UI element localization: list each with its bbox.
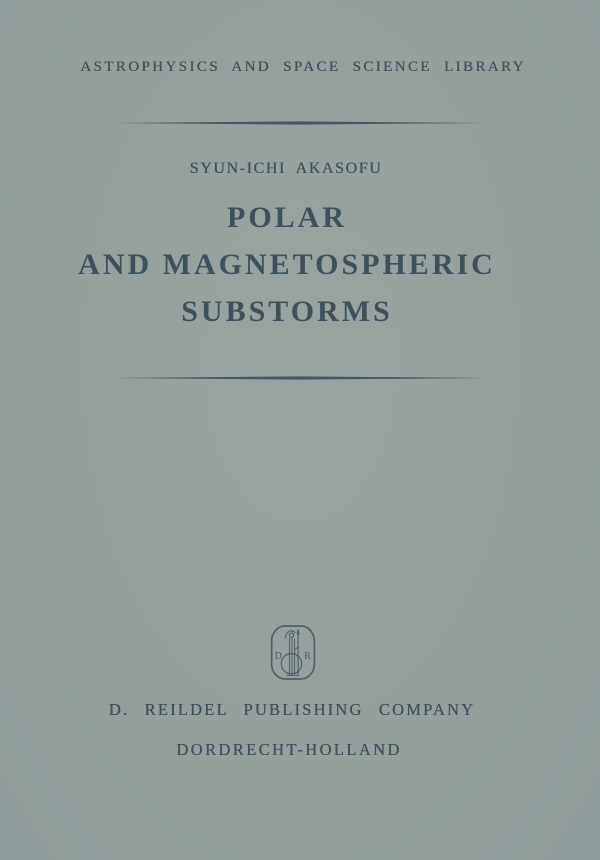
logo-letter-d: D xyxy=(274,651,283,663)
publisher-name: D. REILDEL PUBLISHING COMPANY xyxy=(108,700,476,719)
title-line-3: SUBSTORMS xyxy=(181,295,393,328)
author-name: SYUN-ICHI AKASOFU xyxy=(189,160,383,177)
logo-letter-r: R xyxy=(304,651,311,663)
tapered-rule-bottom xyxy=(112,376,489,380)
book-title xyxy=(0,194,587,335)
tapered-rule-top xyxy=(113,121,487,125)
publisher-logo-minerva-icon xyxy=(270,624,317,681)
title-line-1: POLAR xyxy=(227,201,347,234)
series-title: ASTROPHYSICS AND SPACE SCIENCE LIBRARY xyxy=(80,59,526,75)
publisher-location: DORDRECHT-HOLLAND xyxy=(176,740,402,759)
title-line-2: AND MAGNETOSPHERIC xyxy=(78,248,496,281)
